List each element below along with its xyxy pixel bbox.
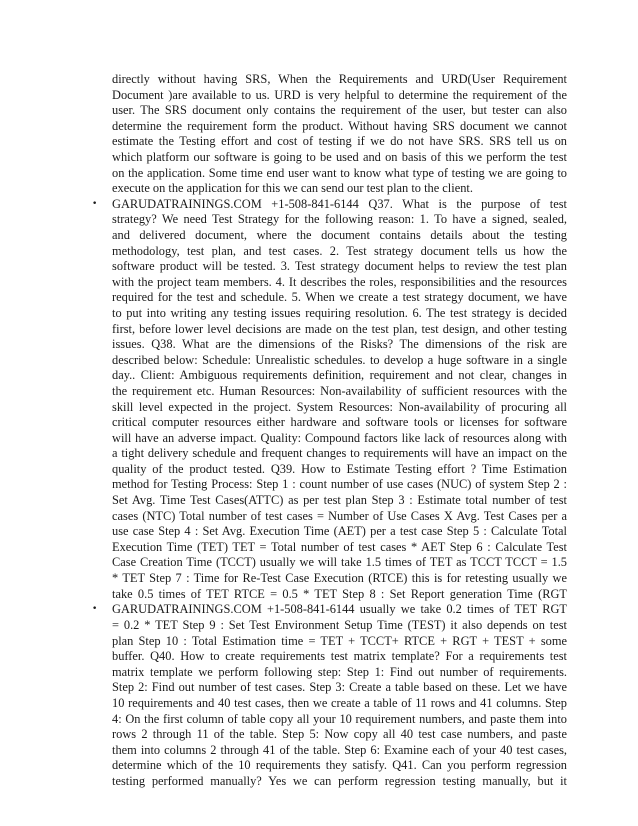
text-line: skill level expected in the project. System Resources: Non-availability of procuring all	[112, 399, 567, 414]
text-line: = 0.2 * TET Step 9 : Set Test Environment Setup Time (TEST) it also depends on test	[112, 617, 567, 632]
text-line: a tight delivery schedule and frequent changes to requirements will have an impact on the	[112, 446, 567, 461]
text-line: with the project team members. 4. It describes the roles, responsibilities and the resources	[112, 274, 567, 289]
text-line: issues. Q38. What are the dimensions of the Risks? The dimensions of the risk are	[112, 337, 567, 352]
text-line: them into columns 2 through 41 of the table. Step 6: Examine each of your 40 test cases,	[112, 742, 567, 757]
text-line: methodology, test plan, and test cases. 2. Test strategy document tells us how the	[112, 243, 567, 258]
text-line: 10 requirements and 40 test cases, then we create a table of 11 rows and 41 columns. Step	[112, 695, 567, 710]
paragraph-continuation	[112, 72, 567, 197]
text-line: GARUDATRAININGS.COM +1-508-841-6144 Q37. What is the purpose of test	[112, 196, 567, 211]
bullet-icon: •	[92, 198, 98, 209]
text-line: determine the requirement form the product. Without having SRS document we cannot	[112, 118, 567, 133]
text-line: user. The SRS document only contains the requirement of the user, but tester can also	[112, 103, 567, 118]
text-line: on the application. Some time end user want to know what type of testing we are going to	[112, 165, 567, 180]
text-line: * TET Step 7 : Time for Re-Test Case Execution (RTCE) this is for retesting usually we	[112, 571, 567, 586]
text-line: buffer. Q40. How to create requirements test matrix template? For a requirements test	[112, 649, 567, 664]
text-line: rows 2 through 11 of the table. Step 5: Now copy all 40 test case numbers, and paste	[112, 727, 567, 742]
text-line: described below: Schedule: Unrealistic schedules. to develop a huge software in a single	[112, 352, 567, 367]
text-line: testing performed manually? Yes we can perform regression testing manually, but it	[112, 773, 567, 788]
text-line: strategy? We need Test Strategy for the following reason: 1. To have a signed, sealed,	[112, 212, 567, 227]
text-line: critical computer resources either hardware and software tools or licenses for software	[112, 415, 567, 430]
text-line: execute on the application for this we can send our test plan to the client.	[112, 181, 473, 196]
text-line: directly without having SRS, When the Requirements and URD(User Requirement	[112, 72, 567, 86]
text-line: Execution Time (TET) TET = Total number of test cases * AET Step 6 : Calculate Test	[112, 539, 567, 554]
bullet-paragraph-q39-q41	[112, 602, 567, 789]
text-line: will have an adverse impact. Quality: Compound factors like lack of resources along with	[112, 430, 567, 445]
text-line: Set Avg. Time Test Cases(ATTC) as per test plan Step 3 : Estimate total number of test	[112, 493, 567, 508]
text-line: and delivered document, where the document contains details about the testing	[112, 227, 567, 242]
text-line: which platform our software is going to be used and on basis of this we perform the test	[112, 149, 567, 164]
text-line: method for Testing Process: Step 1 : count number of use cases (NUC) of system Step 2 :	[112, 477, 567, 492]
bullet-paragraph-q37-q39	[112, 197, 567, 602]
text-line: the requirement etc. Human Resources: Non-availability of sufficient resources with the	[112, 383, 567, 398]
text-line: day.. Client: Ambiguous requirements definition, requirement and not clear, changes in	[112, 368, 567, 383]
text-line: to put into writing any testing issues requiring resolution. 6. The test strategy is decided	[112, 305, 567, 320]
text-line: estimate the Testing effort and cost of testing if we do not have SRS. SRS tell us on	[112, 134, 567, 149]
text-line: software product will be tested. 3. Test strategy document helps to review the test plan	[112, 259, 567, 274]
text-line: Document )are available to us. URD is very helpful to determine the requirement of the	[112, 87, 567, 102]
text-line: use case Step 4 : Set Avg. Execution Time (AET) per a test case Step 5 : Calculate Total	[112, 524, 567, 539]
text-line: Step 2: Find out number of test cases. Step 3: Create a table based on these. Let we have	[112, 680, 567, 695]
text-line: Case Creation Time (TCCT) usually we will take 1.5 times of TET as TCCT TCCT = 1.5	[112, 555, 567, 570]
text-line: required for the test and schedule. 5. When we create a test strategy document, we have	[112, 290, 567, 305]
text-line: take 0.5 times of TET RTCE = 0.5 * TET Step 8 : Set Report generation Time (RGT	[112, 586, 567, 601]
text-line: determine which of the 10 requirements they satisfy. Q41. Can you perform regression	[112, 758, 567, 773]
text-line: GARUDATRAININGS.COM +1-508-841-6144 usually we take 0.2 times of TET RGT	[112, 602, 567, 617]
text-line: quality of the product tested. Q39. How to Estimate Testing effort ? Time Estimation	[112, 461, 567, 476]
text-line: matrix template we perform following step: Step 1: Find out number of requirements.	[112, 664, 567, 679]
text-line: cases (NTC) Total number of test cases = Number of Use Cases X Avg. Test Cases per a	[112, 508, 567, 523]
text-line: first, before lower level decisions are made on the test plan, test design, and other testing	[112, 321, 567, 336]
text-line: 4: On the first column of table copy all your 10 requirement numbers, and paste them into	[112, 711, 567, 726]
text-line: plan Step 10 : Total Estimation time = TET + TCCT+ RTCE + RGT + TEST + some	[112, 633, 567, 648]
bullet-icon: •	[92, 604, 98, 615]
